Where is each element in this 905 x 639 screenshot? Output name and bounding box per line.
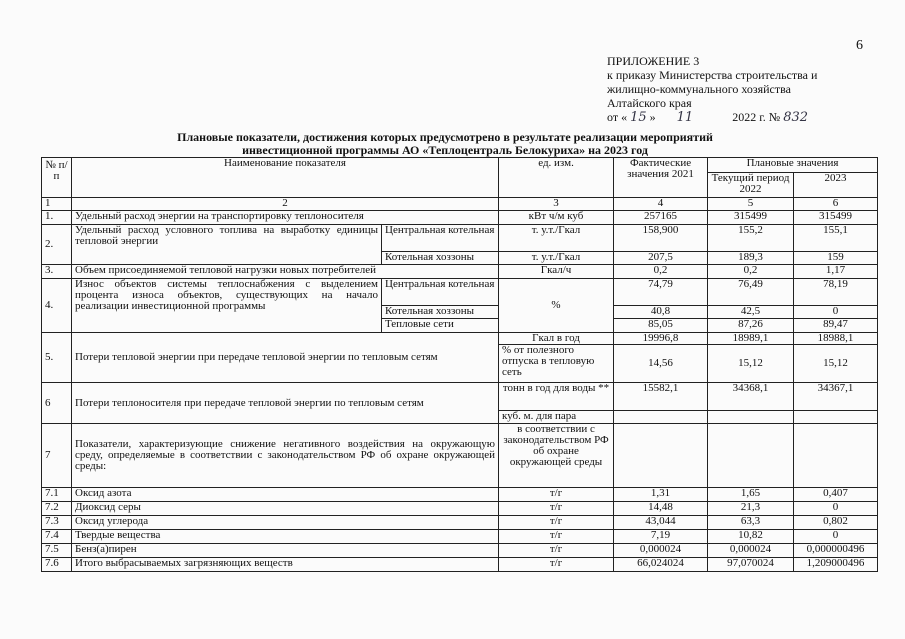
value-2022: 155,2 [708,225,794,252]
value-2021: 0,2 [614,265,708,279]
value-2023: 0 [794,502,878,516]
row-number: 7 [42,424,72,488]
value-2023: 78,19 [794,279,878,306]
value-2023: 18988,1 [794,333,878,345]
appendix-line-3: Алтайского края [607,96,692,110]
value-2023: 159 [794,252,878,265]
row-number: 7.2 [42,502,72,516]
row-unit: т/г [499,516,614,530]
row-number: 1. [42,211,72,225]
empty-cell [794,411,878,424]
index-cell: 6 [794,198,878,211]
row-name: Бенз(а)пирен [72,544,499,558]
row-unit: в соответствии с законодательством РФ об охране окружающей среды [499,424,614,488]
table-row [42,424,878,488]
value-2022: 76,49 [708,279,794,306]
value-2021: 19996,8 [614,333,708,345]
row-subname: Тепловые сети [382,319,499,333]
heading-line-2: инвестиционной программы АО «Теплоцентраль Белокуриха» на 2023 год [242,143,648,157]
row-number: 7.6 [42,558,72,572]
row-name: Потери теплоносителя при передаче тепловой энергии по тепловым сетям [72,383,499,424]
row-name: Оксид углерода [72,516,499,530]
handwritten-order-number: 832 [783,110,809,125]
value-2022: 315499 [708,211,794,225]
header-actual: Фактические значения 2021 [614,158,708,198]
row-unit: т/г [499,558,614,572]
value-2022: 87,26 [708,319,794,333]
value-2023: 0,407 [794,488,878,502]
value-2022: 42,5 [708,306,794,319]
appendix-date-line [607,110,817,125]
handwritten-day: 15 [630,110,647,125]
value-2021: 0,000024 [614,544,708,558]
value-2021: 66,024024 [614,558,708,572]
row-name: Итого выбрасываемых загрязняющих веществ [72,558,499,572]
value-2021: 7,19 [614,530,708,544]
table-row [42,488,878,502]
index-cell: 5 [708,198,794,211]
row-name: Износ объектов системы теплоснабжения с выделением процента износа объектов, существующих на начало реализации инвестиционной программы [72,279,382,333]
row-unit: т/г [499,530,614,544]
value-2021: 43,044 [614,516,708,530]
heading-line-1: Плановые показатели, достижения которых предусмотрено в результате реализации мероприятий [177,130,713,144]
row-unit: т/г [499,502,614,516]
value-2022: 34368,1 [708,383,794,411]
empty-cell [708,411,794,424]
row-subname: Центральная котельная [382,225,499,252]
row-number: 3. [42,265,72,279]
empty-cell [708,424,794,488]
empty-cell [614,411,708,424]
index-cell: 2 [72,198,499,211]
value-2023: 315499 [794,211,878,225]
row-unit: кВт ч/м куб [499,211,614,225]
row-name: Твердые вещества [72,530,499,544]
row-unit: Гкал в год [499,333,614,345]
row-number: 7.5 [42,544,72,558]
row-unit: Гкал/ч [499,265,614,279]
row-name: Оксид азота [72,488,499,502]
table-row [42,530,878,544]
row-unit: тонн в год для воды ** [499,383,614,411]
row-unit: % [499,279,614,333]
row-unit: т/г [499,544,614,558]
value-2021: 14,48 [614,502,708,516]
value-2023: 34367,1 [794,383,878,411]
value-2023: 155,1 [794,225,878,252]
table-row [42,225,878,252]
row-subname: Котельная хоззоны [382,306,499,319]
value-2022: 189,3 [708,252,794,265]
indicators-table [41,157,878,572]
table-row [42,279,878,306]
header-name: Наименование показателя [72,158,499,198]
table-row [42,211,878,225]
value-2022: 63,3 [708,516,794,530]
value-2022: 0,000024 [708,544,794,558]
header-planned: Плановые значения [708,158,878,173]
row-unit: т. у.т./Гкал [499,252,614,265]
value-2021: 207,5 [614,252,708,265]
row-number: 6 [42,383,72,424]
row-number: 7.3 [42,516,72,530]
table-row [42,265,878,279]
value-2021: 158,900 [614,225,708,252]
value-2023: 0 [794,530,878,544]
row-unit: т/г [499,488,614,502]
row-name: Потери тепловой энергии при передаче тепловой энергии по тепловым сетям [72,333,499,383]
value-2022: 97,070024 [708,558,794,572]
row-name: Показатели, характеризующие снижение негативного воздействия на окружающую среду, определяемые в соответствии с законодательством РФ об охране окружающей среды: [72,424,499,488]
row-name: Диоксид серы [72,502,499,516]
index-cell: 4 [614,198,708,211]
header-current: Текущий период 2022 [708,173,794,198]
value-2022: 0,2 [708,265,794,279]
row-name: Удельный расход условного топлива на выработку единицы тепловой энергии [72,225,382,265]
header-year: 2023 [794,173,878,198]
row-number: 5. [42,333,72,383]
value-2021: 15582,1 [614,383,708,411]
table-row [42,383,878,411]
value-2022: 21,3 [708,502,794,516]
row-number: 7.4 [42,530,72,544]
handwritten-month: 11 [676,110,694,125]
index-row [42,198,878,211]
value-2023: 1,209000496 [794,558,878,572]
value-2021: 74,79 [614,279,708,306]
appendix-line-1: к приказу Министерства строительства и [607,68,818,82]
table-row [42,558,878,572]
value-2023: 0,802 [794,516,878,530]
index-cell: 1 [42,198,72,211]
value-2022: 15,12 [708,345,794,383]
empty-cell [614,424,708,488]
value-2021: 85,05 [614,319,708,333]
value-2023: 1,17 [794,265,878,279]
date-prefix: от « [607,110,628,124]
document-heading [120,131,770,157]
header-num: № п/п [42,158,72,198]
appendix-line-2: жилищно-коммунального хозяйства [607,82,791,96]
row-subname: Котельная хоззоны [382,252,499,265]
row-unit: % от полезного отпуска в тепловую сеть [499,345,614,383]
index-cell: 3 [499,198,614,211]
value-2022: 18989,1 [708,333,794,345]
value-2021: 257165 [614,211,708,225]
value-2021: 1,31 [614,488,708,502]
table-row [42,516,878,530]
row-number: 7.1 [42,488,72,502]
row-unit: т. у.т./Гкал [499,225,614,252]
row-unit: куб. м. для пара [499,411,614,424]
row-name: Объем присоединяемой тепловой нагрузки новых потребителей [72,265,499,279]
value-2023: 89,47 [794,319,878,333]
value-2023: 0 [794,306,878,319]
row-number: 2. [42,225,72,265]
row-number: 4. [42,279,72,333]
table-row [42,333,878,345]
page-number: 6 [856,38,863,53]
value-2021: 40,8 [614,306,708,319]
value-2022: 10,82 [708,530,794,544]
appendix-block [607,54,817,125]
value-2023: 0,000000496 [794,544,878,558]
header-row [42,158,878,173]
value-2022: 1,65 [708,488,794,502]
appendix-title: ПРИЛОЖЕНИЕ 3 [607,54,700,68]
date-close-quote: » [649,110,656,124]
row-subname: Центральная котельная [382,279,499,306]
table-row [42,502,878,516]
empty-cell [794,424,878,488]
value-2021: 14,56 [614,345,708,383]
header-unit: ед. изм. [499,158,614,198]
table-row [42,544,878,558]
value-2023: 15,12 [794,345,878,383]
year-label: 2022 г. № [732,110,781,124]
row-name: Удельный расход энергии на транспортировку теплоносителя [72,211,499,225]
